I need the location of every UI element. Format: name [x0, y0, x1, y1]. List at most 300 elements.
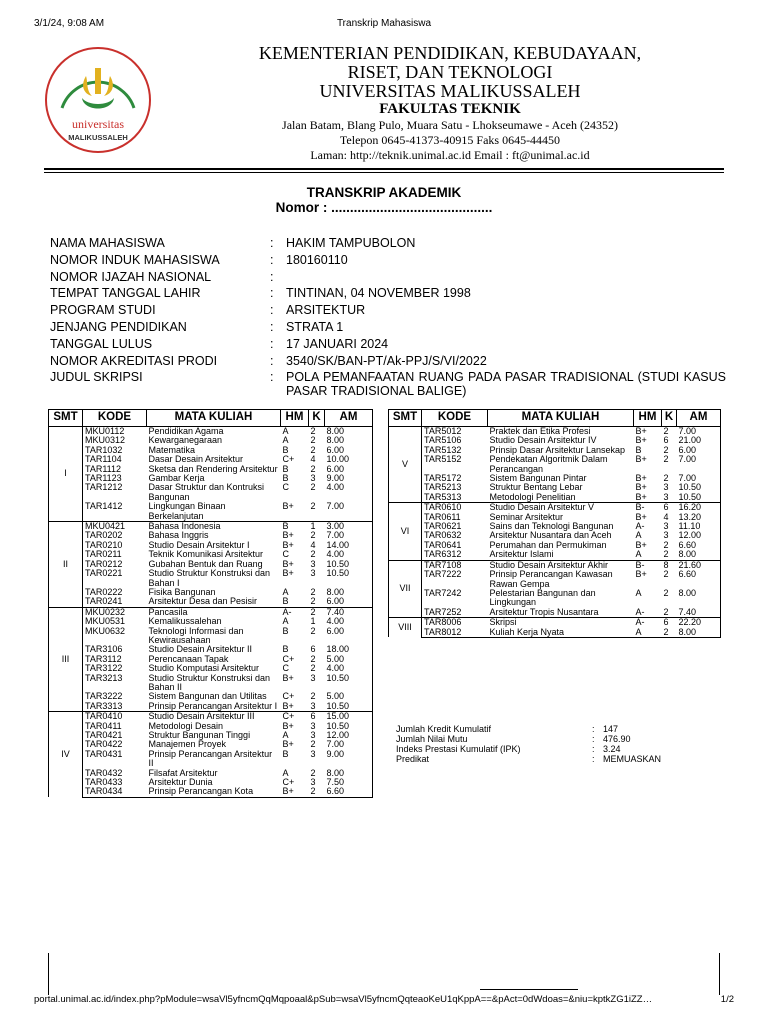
course-name: Studio Struktur Konstruksi dan Bahan I: [148, 568, 271, 588]
grade: B-: [634, 560, 662, 570]
summary-colon: :: [592, 724, 595, 734]
grade-points: 7.40: [677, 608, 721, 618]
credits: 2: [310, 625, 316, 636]
page-number: 1/2: [720, 994, 734, 1005]
grade: A: [282, 616, 289, 627]
info-colon: :: [270, 236, 274, 250]
credits: 3: [310, 568, 316, 579]
credits: 3: [663, 521, 669, 532]
grade: B+: [635, 454, 647, 465]
grade-points: 10.50: [677, 493, 721, 503]
table-row: [49, 787, 373, 797]
course-code: TAR5106: [424, 435, 462, 446]
summary-value: 3.24: [603, 744, 621, 754]
student-info: [50, 236, 730, 399]
credits: 3: [663, 482, 669, 493]
table-row: [49, 627, 373, 646]
grade-points: 8.00: [677, 589, 721, 608]
grade-points: 6.60: [677, 541, 721, 550]
info-colon: :: [270, 303, 274, 318]
grade-points: 7.40: [325, 607, 373, 617]
grade-points: 6.60: [325, 787, 373, 797]
grade: C+: [281, 712, 309, 722]
course-name: Studio Desain Arsitektur II: [148, 644, 253, 655]
letterhead-divider-thin: [44, 172, 724, 173]
credits: 2: [310, 444, 316, 455]
grade: B: [281, 597, 309, 607]
info-row: [50, 270, 730, 287]
grade: B+: [635, 511, 647, 522]
info-label: NAMA MAHASISWA: [50, 236, 165, 250]
info-label: TANGGAL LULUS: [50, 336, 153, 351]
header-kode: KODE: [83, 410, 147, 427]
course-name: Sistem Bangunan dan Utilitas: [148, 691, 267, 702]
course-code: TAR7242: [424, 587, 462, 598]
grade-points: 14.00: [325, 541, 373, 550]
grade-points: 5.00: [325, 692, 373, 701]
course-code: TAR8012: [422, 628, 488, 638]
course-name: Arsitektur Islami: [488, 550, 634, 560]
semester-cell: VII: [389, 560, 422, 617]
credits: 3: [310, 777, 316, 788]
semester-cell: IV: [49, 712, 83, 798]
course-name: Kemalikussalehan: [148, 616, 222, 627]
table-row: [389, 570, 721, 589]
semester-cell: II: [49, 522, 83, 608]
logo-text-top: universitas: [72, 117, 124, 131]
table-row: [49, 597, 373, 607]
grade: B+: [282, 739, 294, 750]
course-name: Dasar Desain Arsitektur: [148, 454, 244, 465]
course-code: TAR0432: [85, 767, 123, 778]
info-row: [50, 370, 730, 399]
info-label: TEMPAT TANGGAL LAHIR: [50, 286, 201, 301]
course-code: TAR6312: [422, 550, 488, 560]
course-name: Pancasila: [147, 607, 281, 617]
credits: 2: [663, 473, 669, 484]
university-name: UNIVERSITAS MALIKUSSALEH: [319, 81, 581, 101]
grade: B: [282, 748, 289, 759]
table-row: [389, 455, 721, 474]
grade: B+: [282, 539, 294, 550]
credits: 2: [310, 482, 316, 493]
header-kode: KODE: [422, 410, 488, 427]
course-code: TAR1104: [85, 454, 122, 465]
summary-colon: :: [592, 744, 595, 754]
logo-text-bottom: MALIKUSSALEH: [68, 133, 128, 142]
course-name: Studio Struktur Konstruksi dan Bahan II: [148, 672, 271, 692]
summary-label: Predikat: [396, 754, 430, 764]
credits: 3: [309, 702, 325, 712]
course-name: Struktur Bangunan Tinggi: [148, 730, 251, 740]
table-row: [389, 589, 721, 608]
course-code: TAR5213: [424, 482, 462, 493]
course-code: TAR1112: [85, 463, 122, 474]
grade-points: 7.00: [325, 502, 373, 521]
course-name: Dasar Struktur dan Kontruksi Bangunan: [148, 482, 265, 502]
course-name: Lingkungan Binaan Berkelanjutan: [147, 502, 281, 521]
summary-row: [396, 754, 726, 764]
ministry-line-1: KEMENTERIAN PENDIDIKAN, KEBUDAYAAN,: [258, 43, 642, 63]
course-name: Prinsip Perancangan Arsitektur II: [148, 748, 273, 769]
course-code: TAR5313: [422, 493, 488, 503]
grade-points: 7.00: [325, 531, 373, 540]
info-row: [50, 337, 730, 354]
course-code: TAR7108: [422, 560, 488, 570]
course-code: TAR0222: [85, 586, 123, 597]
info-colon: :: [270, 353, 274, 368]
summary-colon: :: [592, 734, 595, 744]
table-row: [389, 608, 721, 618]
course-code: TAR5012: [422, 427, 488, 437]
credits: 1: [309, 522, 325, 532]
grade: A: [635, 530, 642, 541]
phone: Telepon 0645-41373-40915 Faks 0645-44450: [339, 133, 561, 147]
grade: B: [282, 444, 289, 455]
course-code: TAR0641: [424, 539, 462, 550]
info-row: [50, 236, 730, 253]
grade: B: [282, 625, 289, 636]
grade-points: 4.00: [325, 617, 373, 626]
grade: A: [634, 628, 662, 638]
credits: 2: [310, 463, 316, 474]
course-code: TAR0422: [85, 739, 123, 750]
credits: 2: [310, 435, 316, 446]
grade-points: 8.00: [677, 550, 721, 560]
grade-points: 10.50: [677, 483, 721, 492]
credits: 6: [310, 644, 316, 655]
grade-points: 7.00: [677, 455, 721, 474]
grade: C: [282, 482, 289, 493]
grade-points: 8.00: [325, 588, 373, 597]
credits: 2: [662, 628, 677, 638]
signature-line: [480, 989, 578, 990]
grade: B+: [634, 493, 662, 503]
info-colon: :: [270, 319, 274, 334]
grade-points: 10.50: [325, 702, 373, 712]
header-smt: SMT: [389, 410, 422, 427]
grade-points: 10.50: [325, 722, 373, 731]
credits: 2: [662, 550, 677, 560]
grade-points: 7.50: [325, 778, 373, 787]
course-code: TAR3222: [85, 691, 123, 702]
course-code: TAR3122: [85, 663, 123, 674]
grade: C+: [282, 454, 295, 465]
grade: B+: [282, 558, 294, 569]
grade: A: [282, 435, 289, 446]
grade: B+: [635, 435, 647, 446]
info-value: 17 JANUARI 2024: [286, 336, 389, 351]
summary-value: 147: [603, 724, 619, 734]
credits: 2: [309, 502, 325, 521]
course-name: Prinsip Perancangan Arsitektur I: [147, 702, 281, 712]
summary-label: Indeks Prestasi Kumulatif (IPK): [396, 744, 521, 754]
course-name: Pelestarian Bangunan dan Lingkungan: [489, 587, 596, 608]
grade: B: [635, 444, 642, 455]
course-name: Studio Komputasi Arsitektur: [148, 663, 260, 674]
credits: 3: [310, 748, 316, 759]
course-name: Praktek dan Etika Profesi: [488, 427, 634, 437]
course-name: Sketsa dan Rendering Arsitektur: [148, 463, 278, 474]
course-code: MKU0531: [85, 616, 126, 627]
course-name: Seminar Arsitektur: [489, 511, 564, 522]
course-name: Skripsi: [488, 618, 634, 628]
credits: 4: [310, 539, 316, 550]
table-row: [49, 502, 373, 521]
grade-points: 9.00: [325, 474, 373, 483]
course-code: MKU0232: [83, 607, 147, 617]
grade: A: [281, 427, 309, 437]
course-code: TAR3106: [85, 644, 123, 655]
info-value: HAKIM TAMPUBOLON: [286, 236, 416, 250]
grade: A-: [635, 521, 645, 532]
grade-points: 10.50: [325, 569, 373, 588]
course-name: Studio Desain Arsitektur V: [488, 503, 634, 513]
grade: A: [634, 550, 662, 560]
credits: 6: [309, 712, 325, 722]
transcript-table-left: [48, 409, 373, 798]
letterhead-divider: [44, 168, 724, 170]
frame-line-left: [48, 953, 49, 995]
course-code: MKU0421: [83, 522, 147, 532]
grade: C+: [282, 691, 295, 702]
grade: B+: [281, 702, 309, 712]
course-code: TAR1032: [85, 444, 123, 455]
grade-points: 4.00: [325, 550, 373, 559]
credits: 2: [310, 691, 316, 702]
grade: B+: [635, 539, 647, 550]
grade-points: 21.00: [677, 436, 721, 445]
info-colon: :: [270, 269, 274, 284]
grade-points: 4.00: [325, 483, 373, 502]
grade-points: 5.00: [325, 655, 373, 664]
table-row: [49, 702, 373, 712]
course-name: Studio Desain Arsitektur IV: [489, 435, 597, 446]
course-code: TAR0210: [85, 539, 123, 550]
faculty-name: FAKULTAS TEKNIK: [379, 101, 521, 117]
credits: 3: [310, 558, 316, 569]
info-label: NOMOR INDUK MAHASISWA: [50, 252, 220, 267]
grade-points: 18.00: [325, 645, 373, 654]
course-name: Perencanaan Tapak: [148, 653, 229, 664]
info-value: 3540/SK/BAN-PT/Ak-PPJ/S/VI/2022: [286, 353, 487, 368]
grade: C+: [282, 777, 295, 788]
course-name: Metodologi Desain: [148, 720, 224, 731]
info-label: PROGRAM STUDI: [50, 303, 156, 318]
grade-points: 12.00: [677, 531, 721, 540]
grade: B: [282, 644, 289, 655]
grade: B+: [281, 502, 309, 521]
summary-label: Jumlah Kredit Kumulatif: [396, 724, 492, 734]
summary-row: [396, 744, 726, 754]
info-label: NOMOR IJAZAH NASIONAL: [50, 269, 212, 284]
course-name: Arsitektur Desa dan Pesisir: [147, 597, 281, 607]
grade-points: 8.00: [677, 628, 721, 638]
grade: C: [282, 549, 289, 560]
info-value: POLA PEMANFAATAN RUANG PADA PASAR TRADISIONAL (STUDI KASUS PASAR TRADISIONAL BALIGE): [286, 370, 726, 399]
print-datetime: 3/1/24, 9:08 AM: [34, 18, 105, 29]
course-code: TAR3313: [83, 702, 147, 712]
grade-points: 7.00: [325, 740, 373, 749]
course-name: Bahasa Inggris: [148, 530, 209, 541]
course-name: Perumahan dan Permukiman: [489, 539, 607, 550]
page-url: portal.unimal.ac.id/index.php?pModule=wsaVl5yfncmQqMqpoaal&pSub=wsaVl5yfncmQqteaoKeU1qKppA==&pAct=0dWdoas=&niu=kptkZG1iZZ…: [34, 994, 653, 1005]
course-code: TAR0433: [85, 777, 123, 788]
semester-cell: VIII: [389, 618, 422, 638]
header-k: K: [309, 410, 325, 427]
table-row: [49, 674, 373, 693]
course-code: TAR0611: [424, 511, 461, 522]
credits: 3: [310, 473, 316, 484]
credits: 2: [663, 539, 669, 550]
credits: 4: [663, 511, 669, 522]
info-row: [50, 253, 730, 270]
grade-points: 22.20: [677, 618, 721, 628]
course-name: Studio Desain Arsitektur III: [147, 712, 281, 722]
summary-row: [396, 724, 726, 734]
course-code: MKU0112: [83, 427, 147, 437]
credits: 2: [663, 444, 669, 455]
transcript-summary: [396, 724, 726, 764]
course-code: TAR3213: [85, 672, 123, 683]
course-name: Fisika Bangunan: [148, 586, 216, 597]
frame-line-right: [719, 953, 720, 995]
credits: 2: [310, 739, 316, 750]
course-name: Arsitektur Tropis Nusantara: [488, 608, 634, 618]
grade: A-: [634, 608, 662, 618]
course-name: Gambar Kerja: [148, 473, 205, 484]
course-code: TAR0632: [424, 530, 462, 541]
grade-points: 6.00: [325, 465, 373, 474]
header-hm: HM: [634, 410, 662, 427]
course-code: MKU0312: [85, 435, 126, 446]
info-colon: :: [270, 286, 274, 301]
course-code: TAR3112: [85, 653, 122, 664]
course-name: Gubahan Bentuk dan Ruang: [148, 558, 263, 569]
summary-row: [396, 734, 726, 744]
credits: 6: [662, 618, 677, 628]
course-name: Teknologi Informasi dan Kewirausahaan: [148, 625, 244, 645]
credits: 2: [310, 653, 316, 664]
course-name: Filsafat Arsitektur: [148, 767, 218, 778]
grade: B+: [635, 473, 647, 484]
grade-points: 11.10: [677, 522, 721, 531]
course-code: TAR5132: [424, 444, 462, 455]
grade-points: 15.00: [325, 712, 373, 722]
course-code: TAR7222: [424, 569, 462, 580]
grade: C+: [282, 653, 295, 664]
course-code: TAR1412: [83, 502, 147, 521]
course-code: TAR0610: [422, 503, 488, 513]
header-mata-kuliah: MATA KULIAH: [147, 410, 281, 427]
info-value: 180160110: [286, 252, 348, 267]
ministry-line-2: RISET, DAN TEKNOLOGI: [347, 62, 553, 82]
summary-label: Jumlah Nilai Mutu: [396, 734, 468, 744]
course-name: Sains dan Teknologi Bangunan: [489, 521, 614, 532]
credits: 2: [309, 787, 325, 797]
course-code: TAR1212: [85, 482, 123, 493]
course-code: TAR5172: [424, 473, 462, 484]
credits: 6: [663, 435, 669, 446]
info-label: JENJANG PENDIDIKAN: [50, 319, 187, 334]
grade: A: [282, 767, 289, 778]
grade-points: 7.00: [677, 474, 721, 483]
grade: C: [282, 663, 289, 674]
course-code: TAR1123: [85, 473, 122, 484]
grade-points: 10.50: [325, 560, 373, 569]
grade: B+: [282, 720, 294, 731]
credits: 2: [310, 767, 316, 778]
semester-cell: VI: [389, 503, 422, 560]
info-colon: :: [270, 336, 274, 351]
course-code: TAR0411: [85, 720, 122, 731]
course-name: Manajemen Proyek: [148, 739, 227, 750]
course-name: Studio Desain Arsitektur I: [148, 539, 250, 550]
course-code: TAR0621: [424, 521, 462, 532]
course-code: TAR7252: [422, 608, 488, 618]
header-hm: HM: [281, 410, 309, 427]
grade-points: 6.00: [325, 597, 373, 607]
credits: 2: [310, 586, 316, 597]
grade-points: 16.20: [677, 503, 721, 513]
letterhead: [160, 44, 740, 163]
grade: B+: [282, 568, 294, 579]
table-row: [389, 493, 721, 503]
table-row: [49, 483, 373, 502]
grade-points: 7.00: [677, 427, 721, 437]
course-name: Studio Desain Arsitektur Akhir: [488, 560, 634, 570]
grade-points: 8.00: [325, 436, 373, 445]
grade-points: 6.00: [325, 446, 373, 455]
course-code: TAR5152: [424, 454, 462, 465]
credits: 2: [663, 454, 669, 465]
course-code: TAR0202: [85, 530, 123, 541]
course-code: TAR0431: [85, 748, 123, 759]
info-row: [50, 303, 730, 320]
table-row: [49, 750, 373, 769]
course-code: TAR0241: [83, 597, 147, 607]
semester-cell: III: [49, 607, 83, 711]
course-name: Kuliah Kerja Nyata: [488, 628, 634, 638]
credits: 2: [662, 427, 677, 437]
course-code: TAR8006: [422, 618, 488, 628]
course-code: TAR0421: [85, 730, 123, 740]
grade-points: 6.00: [677, 446, 721, 455]
credits: 3: [662, 493, 677, 503]
semester-cell: I: [49, 427, 83, 522]
grade: B+: [281, 787, 309, 797]
course-name: Matematika: [148, 444, 196, 455]
course-name: Arsitektur Dunia: [148, 777, 213, 788]
header-k: K: [662, 410, 677, 427]
credits: 4: [310, 454, 316, 465]
course-name: Struktur Bentang Lebar: [489, 482, 583, 493]
web-email: Laman: http://teknik.unimal.ac.id Email : ft@unimal.ac.id: [310, 148, 590, 162]
grade-points: 6.00: [325, 627, 373, 646]
grade: B: [282, 463, 289, 474]
grade: B+: [282, 672, 294, 683]
grade: A: [635, 587, 642, 598]
grade: A-: [634, 618, 662, 628]
course-code: TAR0410: [83, 712, 147, 722]
info-row: [50, 286, 730, 303]
grade: A: [282, 730, 289, 740]
course-name: Prinsip Dasar Arsitektur Lansekap: [489, 444, 626, 455]
grade-points: 8.00: [325, 769, 373, 778]
info-value: STRATA 1: [286, 319, 344, 334]
grade-points: 10.00: [325, 455, 373, 464]
grade-points: 3.00: [325, 522, 373, 532]
